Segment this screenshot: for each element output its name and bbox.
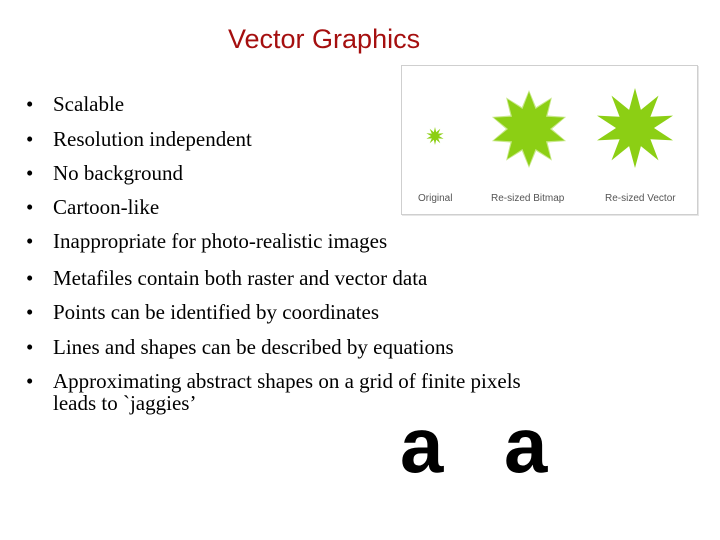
bullet-text: Points can be identified by coordinates — [53, 300, 380, 325]
star-icon-vector — [597, 88, 673, 168]
bullet-text: Inappropriate for photo-realistic images — [53, 229, 388, 254]
bullet-dot: • — [26, 334, 34, 359]
star-icon-original — [426, 127, 443, 145]
bullet-dot: • — [26, 92, 34, 116]
label-original: Original — [418, 193, 453, 204]
list-item — [26, 301, 521, 323]
bullet-dot: • — [26, 229, 34, 254]
star-icon-bitmap — [492, 90, 566, 168]
letter-a-smooth: a — [504, 412, 548, 478]
bullet-dot: • — [26, 300, 34, 325]
letters-svg — [398, 412, 591, 478]
list-item — [26, 267, 521, 289]
bullet-dot: • — [26, 265, 34, 290]
list-item — [26, 370, 521, 414]
bullet-text: Approximating abstract shapes on a grid of finite pixels — [53, 369, 521, 394]
label-resized-bitmap: Re-sized Bitmap — [491, 193, 565, 204]
bullet-dot: • — [26, 161, 34, 186]
label-resized-vector: Re-sized Vector — [605, 193, 676, 204]
slide-title: Vector Graphics — [228, 24, 421, 54]
list-item — [26, 336, 521, 358]
bullet-text: No background — [53, 161, 184, 186]
bullet-text: Cartoon-like — [53, 194, 160, 219]
bullet-dot: • — [26, 194, 34, 219]
bullet-text: Lines and shapes can be described by equations — [53, 334, 454, 359]
bullet-continuation: leads to `jaggies’ — [53, 391, 197, 416]
bullet-text: Scalable — [53, 92, 125, 116]
list-item — [26, 230, 521, 252]
letter-a-jagged: a — [400, 412, 444, 478]
star-shape — [494, 92, 564, 166]
bullet-dot: • — [26, 369, 34, 394]
bullet-dot: • — [26, 126, 34, 151]
star-figure-svg — [402, 66, 697, 214]
star-shape — [426, 127, 443, 145]
star-comparison-figure — [401, 65, 698, 215]
star-shape — [597, 88, 673, 168]
jaggies-letters-figure — [398, 412, 591, 478]
bullet-text: Resolution independent — [53, 126, 252, 151]
bullet-text: Metafiles contain both raster and vector data — [53, 265, 428, 290]
